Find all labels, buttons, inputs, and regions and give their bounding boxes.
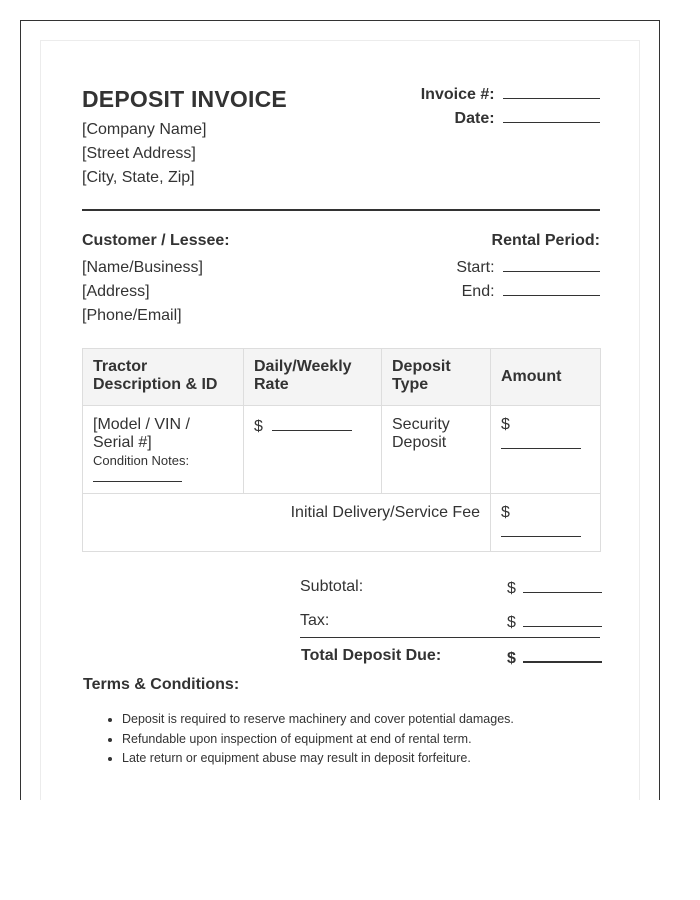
rate-blank[interactable] (272, 416, 352, 431)
tax-currency: $ (507, 614, 516, 631)
col-header-deposit-type: Deposit Type (382, 349, 491, 406)
cell-rate (244, 406, 382, 494)
header-divider (82, 209, 600, 211)
invoice-number-label: Invoice #: (420, 86, 495, 103)
date-blank[interactable] (503, 108, 600, 123)
table-header-row (83, 349, 601, 406)
tax-blank[interactable] (523, 612, 602, 627)
total-value (507, 647, 602, 668)
tax-label: Tax: (300, 612, 330, 629)
customer-name: [Name/Business] (82, 259, 203, 276)
invoice-meta (421, 84, 600, 132)
total-currency: $ (507, 650, 516, 667)
amount-blank[interactable] (501, 434, 581, 449)
fee-amount-blank[interactable] (501, 522, 581, 537)
terms-list (82, 710, 622, 769)
rental-end-blank[interactable] (503, 281, 600, 296)
date-label: Date: (454, 110, 495, 127)
customer-contact: [Phone/Email] (82, 307, 182, 324)
col-header-rate: Daily/Weekly Rate (244, 349, 382, 406)
table-row (83, 406, 601, 494)
rental-end-row (456, 280, 600, 304)
rental-heading: Rental Period: (491, 232, 600, 249)
rental-start-row (456, 256, 600, 280)
customer-heading: Customer / Lessee: (82, 232, 230, 249)
rental-start-label: Start: (456, 259, 495, 276)
fee-currency: $ (501, 504, 510, 521)
condition-notes-blank[interactable] (93, 473, 182, 482)
total-label: Total Deposit Due: (301, 647, 442, 664)
table-row (83, 494, 601, 552)
company-name: [Company Name] (82, 121, 207, 138)
cell-deposit-type: Security Deposit (382, 406, 491, 494)
fee-amount-cell (491, 494, 601, 552)
company-block (82, 118, 207, 190)
customer-address: [Address] (82, 283, 150, 300)
terms-heading: Terms & Conditions: (83, 676, 240, 693)
date-row (421, 108, 600, 132)
col-header-description: Tractor Description & ID (83, 349, 244, 406)
rental-block (456, 232, 600, 304)
list-item: • Deposit is required to reserve machinery and cover potential damages. (122, 710, 622, 730)
subtotal-blank[interactable] (523, 578, 602, 593)
list-item: • Late return or equipment abuse may result in deposit forfeiture. (122, 749, 622, 769)
fee-label: Initial Delivery/Service Fee (83, 494, 491, 552)
list-item: • Refundable upon inspection of equipment at end of rental term. (122, 730, 622, 750)
total-blank[interactable] (523, 647, 602, 663)
rental-end-label: End: (461, 283, 495, 300)
invoice-title: DEPOSIT INVOICE (82, 86, 287, 112)
amount-currency: $ (501, 416, 510, 433)
rental-start-blank[interactable] (503, 257, 600, 272)
condition-notes-label: Condition Notes: (93, 453, 190, 468)
totals-divider (300, 637, 600, 638)
cell-description (83, 406, 244, 494)
col-header-amount: Amount (491, 349, 601, 406)
tractor-description[interactable]: [Model / VIN / Serial #] (93, 416, 190, 451)
invoice-number-row (421, 84, 600, 108)
company-city: [City, State, Zip] (82, 169, 195, 186)
rate-currency: $ (254, 418, 263, 435)
subtotal-currency: $ (507, 580, 516, 597)
cell-amount (491, 406, 601, 494)
subtotal-label: Subtotal: (300, 578, 364, 595)
items-table (82, 348, 601, 552)
invoice-number-blank[interactable] (503, 84, 600, 99)
company-street: [Street Address] (82, 145, 196, 162)
subtotal-value (507, 578, 602, 598)
tax-value (507, 612, 602, 632)
customer-block (82, 232, 230, 328)
